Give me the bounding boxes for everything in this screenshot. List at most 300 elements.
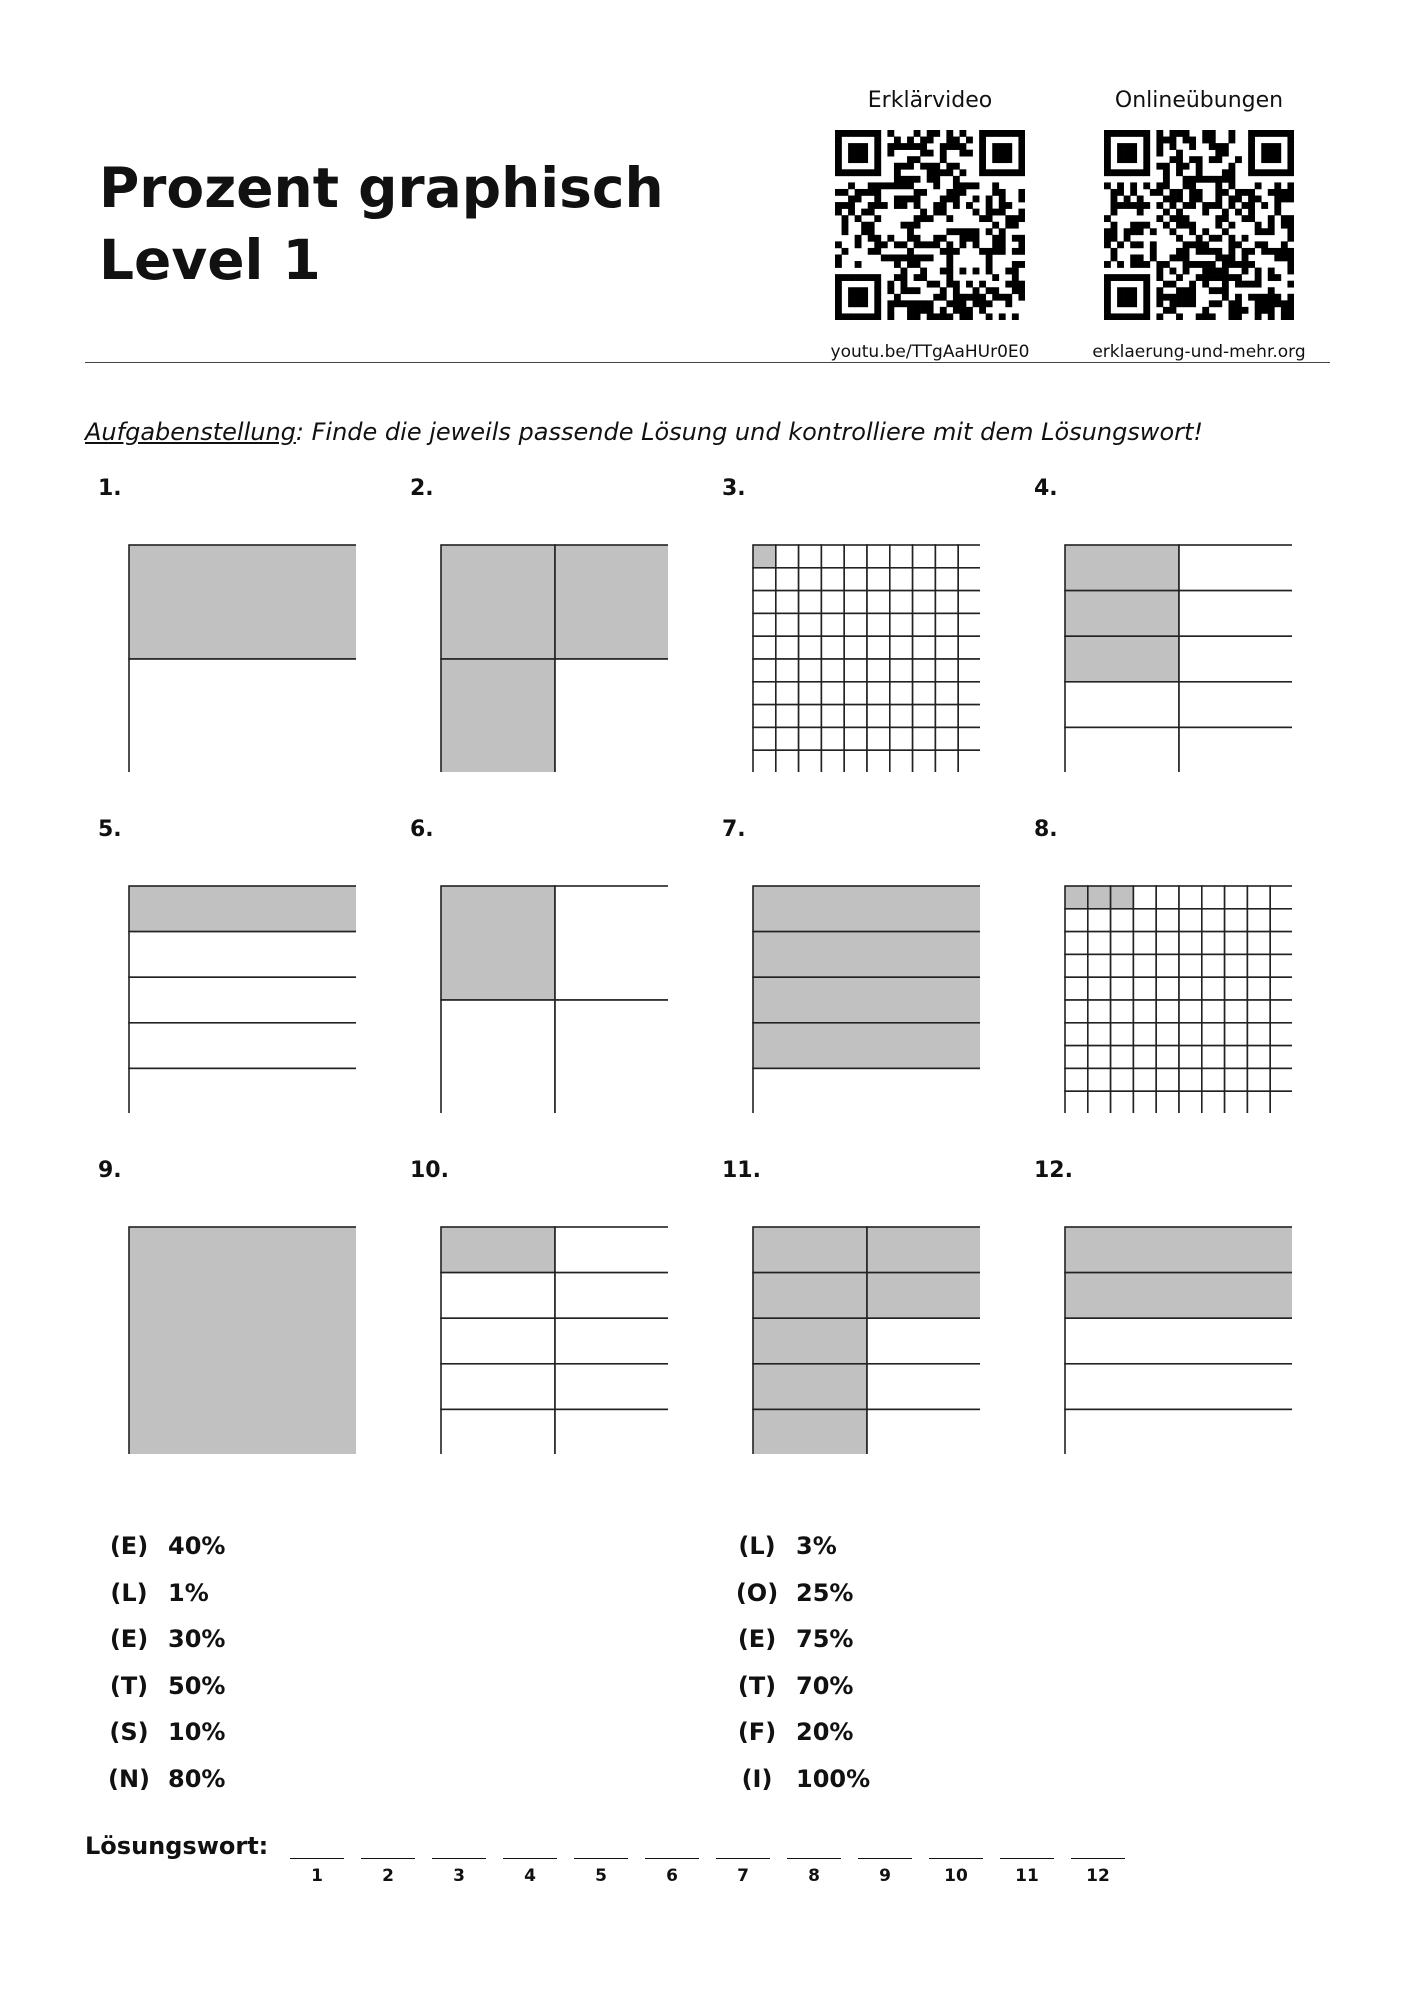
empty-cell (555, 1000, 668, 1113)
solution-slot-2[interactable] (361, 1858, 415, 1859)
shaded-cell (867, 1227, 980, 1273)
empty-cell (1247, 977, 1270, 1000)
shaded-cell (129, 1227, 356, 1454)
answer-percent: 50% (168, 1671, 226, 1700)
shaded-cell (753, 1409, 867, 1454)
answer-option (92, 1672, 225, 1700)
empty-cell (776, 591, 799, 614)
shaded-cell (1065, 886, 1088, 909)
empty-cell (1179, 727, 1292, 772)
solution-word-label: Lösungswort: (85, 1832, 269, 1860)
empty-cell (844, 613, 867, 636)
empty-cell (776, 659, 799, 682)
solution-slot-number: 11 (1015, 1866, 1039, 1886)
empty-cell (935, 705, 958, 728)
empty-cell (1111, 1068, 1134, 1091)
shaded-cell (555, 545, 668, 659)
empty-cell (844, 568, 867, 591)
answer-percent: 40% (168, 1532, 226, 1560)
empty-cell (1270, 1068, 1292, 1091)
empty-cell (799, 727, 822, 750)
shaded-cell (753, 545, 776, 568)
empty-cell (1065, 1046, 1088, 1069)
shaded-cell (129, 545, 356, 659)
empty-cell (867, 1364, 980, 1410)
empty-cell (1065, 977, 1088, 1000)
empty-cell (1088, 1000, 1111, 1023)
answer-option (92, 1718, 225, 1746)
title-line-2: Level 1 (99, 228, 321, 292)
empty-cell (1179, 886, 1202, 909)
answer-option (720, 1765, 870, 1793)
empty-cell (1202, 1046, 1225, 1069)
shaded-cell (867, 1273, 980, 1319)
empty-cell (1065, 932, 1088, 955)
empty-cell (1202, 977, 1225, 1000)
empty-cell (890, 613, 913, 636)
empty-cell (1202, 1068, 1225, 1091)
qr-code-online[interactable] (1104, 130, 1294, 320)
empty-cell (1247, 909, 1270, 932)
empty-cell (821, 659, 844, 682)
percent-figure (1064, 1226, 1292, 1454)
empty-cell (821, 750, 844, 772)
worksheet-title (99, 152, 664, 296)
empty-cell (1179, 636, 1292, 682)
empty-cell (799, 750, 822, 772)
empty-cell (958, 682, 980, 705)
solution-slot-6[interactable] (645, 1858, 699, 1859)
percent-figure (440, 1226, 668, 1454)
empty-cell (958, 750, 980, 772)
answer-letter: (E) (109, 1625, 149, 1653)
empty-cell (776, 750, 799, 772)
empty-cell (867, 613, 890, 636)
empty-cell (1065, 682, 1179, 728)
shaded-cell (441, 545, 555, 659)
solution-slot-10[interactable] (929, 1858, 983, 1859)
empty-cell (1133, 886, 1156, 909)
empty-cell (776, 613, 799, 636)
empty-cell (1179, 977, 1202, 1000)
empty-cell (753, 613, 776, 636)
shaded-cell (441, 1227, 555, 1273)
answer-letter: (T) (737, 1671, 777, 1700)
empty-cell (1156, 977, 1179, 1000)
task-number: 4. (1034, 476, 1058, 501)
empty-cell (1133, 1023, 1156, 1046)
shaded-cell (753, 1318, 867, 1364)
empty-cell (867, 568, 890, 591)
shaded-cell (441, 886, 555, 1000)
empty-cell (753, 682, 776, 705)
empty-cell (1156, 1000, 1179, 1023)
percent-figure (128, 885, 356, 1113)
answer-percent: 10% (168, 1718, 226, 1746)
empty-cell (1111, 954, 1134, 977)
empty-cell (1065, 909, 1088, 932)
shaded-cell (753, 1273, 867, 1319)
solution-slot-11[interactable] (1000, 1858, 1054, 1859)
empty-cell (935, 727, 958, 750)
empty-cell (913, 659, 936, 682)
solution-slot-7[interactable] (716, 1858, 770, 1859)
instruction-text: : Finde die jeweils passende Lösung und kontrolliere mit dem Lösungswort! (295, 418, 1204, 446)
empty-cell (1156, 1023, 1179, 1046)
empty-cell (958, 659, 980, 682)
empty-cell (753, 636, 776, 659)
empty-cell (958, 613, 980, 636)
empty-cell (1225, 954, 1248, 977)
empty-cell (913, 545, 936, 568)
shaded-cell (1065, 636, 1179, 682)
answer-percent: 20% (796, 1718, 854, 1746)
empty-cell (1065, 1409, 1292, 1454)
empty-cell (1065, 1000, 1088, 1023)
empty-cell (129, 977, 356, 1023)
answer-letter: (S) (109, 1718, 149, 1746)
shaded-cell (753, 886, 980, 932)
empty-cell (958, 568, 980, 591)
empty-cell (1088, 954, 1111, 977)
empty-cell (935, 659, 958, 682)
empty-cell (844, 705, 867, 728)
task-number: 3. (722, 476, 746, 501)
empty-cell (867, 659, 890, 682)
empty-cell (1133, 1091, 1156, 1113)
empty-cell (890, 682, 913, 705)
empty-cell (1088, 909, 1111, 932)
empty-cell (799, 705, 822, 728)
solution-slot-number: 7 (737, 1866, 749, 1886)
shaded-cell (1065, 1227, 1292, 1273)
empty-cell (1133, 909, 1156, 932)
empty-cell (867, 750, 890, 772)
empty-cell (821, 591, 844, 614)
empty-cell (776, 727, 799, 750)
empty-cell (935, 545, 958, 568)
answer-percent: 1% (168, 1578, 209, 1607)
solution-slot-8[interactable] (787, 1858, 841, 1859)
empty-cell (935, 750, 958, 772)
task-number: 7. (722, 817, 746, 842)
empty-cell (1179, 1000, 1202, 1023)
empty-cell (1156, 909, 1179, 932)
empty-cell (935, 636, 958, 659)
empty-cell (1225, 932, 1248, 955)
empty-cell (555, 1318, 668, 1364)
solution-slot-number: 5 (595, 1866, 607, 1886)
percent-figure (752, 885, 980, 1113)
empty-cell (129, 1068, 356, 1113)
shaded-cell (441, 659, 555, 772)
solution-slot-12[interactable] (1071, 1858, 1125, 1859)
empty-cell (776, 636, 799, 659)
qr-online-url[interactable]: erklaerung-und-mehr.org (1092, 342, 1306, 362)
empty-cell (1179, 545, 1292, 591)
empty-cell (1247, 1000, 1270, 1023)
empty-cell (844, 591, 867, 614)
empty-cell (890, 705, 913, 728)
empty-cell (890, 636, 913, 659)
empty-cell (867, 1409, 980, 1454)
header-divider (85, 362, 1330, 363)
empty-cell (1247, 1046, 1270, 1069)
solution-slot-number: 3 (453, 1866, 465, 1886)
answer-letter: (E) (109, 1532, 149, 1560)
empty-cell (1225, 977, 1248, 1000)
qr-online-caption: Onlineübungen (1114, 88, 1284, 113)
percent-figure (1064, 885, 1292, 1113)
empty-cell (844, 545, 867, 568)
empty-cell (935, 591, 958, 614)
empty-cell (867, 705, 890, 728)
empty-cell (958, 727, 980, 750)
empty-cell (1179, 1068, 1202, 1091)
shaded-cell (1065, 1273, 1292, 1319)
shaded-cell (753, 932, 980, 978)
task-number: 10. (410, 1158, 449, 1183)
answer-letter: (O) (735, 1578, 779, 1607)
empty-cell (1225, 1023, 1248, 1046)
answer-letter: (E) (737, 1625, 777, 1653)
empty-cell (935, 682, 958, 705)
empty-cell (1111, 1046, 1134, 1069)
empty-cell (1202, 1000, 1225, 1023)
percent-figure (128, 544, 356, 772)
empty-cell (1088, 1023, 1111, 1046)
empty-cell (935, 613, 958, 636)
task-number: 9. (98, 1158, 122, 1183)
empty-cell (1156, 886, 1179, 909)
empty-cell (821, 705, 844, 728)
empty-cell (1088, 977, 1111, 1000)
empty-cell (890, 591, 913, 614)
empty-cell (555, 659, 668, 772)
empty-cell (1156, 1068, 1179, 1091)
answer-option (92, 1579, 209, 1607)
empty-cell (1247, 1068, 1270, 1091)
empty-cell (1179, 1091, 1202, 1113)
empty-cell (1065, 1068, 1088, 1091)
empty-cell (129, 1023, 356, 1069)
empty-cell (1202, 909, 1225, 932)
empty-cell (1088, 1046, 1111, 1069)
shaded-cell (753, 1023, 980, 1069)
answer-percent: 3% (796, 1532, 837, 1560)
task-number: 11. (722, 1158, 761, 1183)
empty-cell (1156, 1046, 1179, 1069)
empty-cell (1225, 1091, 1248, 1113)
empty-cell (1202, 954, 1225, 977)
shaded-cell (129, 886, 356, 932)
empty-cell (1088, 1091, 1111, 1113)
empty-cell (890, 659, 913, 682)
solution-slot-number: 10 (944, 1866, 968, 1886)
empty-cell (844, 750, 867, 772)
empty-cell (1179, 1046, 1202, 1069)
empty-cell (958, 545, 980, 568)
answer-option (720, 1532, 837, 1560)
shaded-cell (1111, 886, 1134, 909)
qr-video-url[interactable]: youtu.be/TTgAaHUr0E0 (830, 342, 1030, 362)
empty-cell (555, 886, 668, 1000)
empty-cell (1225, 886, 1248, 909)
empty-cell (1133, 1046, 1156, 1069)
empty-cell (890, 750, 913, 772)
empty-cell (1202, 932, 1225, 955)
empty-cell (753, 705, 776, 728)
empty-cell (753, 591, 776, 614)
empty-cell (753, 659, 776, 682)
empty-cell (799, 636, 822, 659)
empty-cell (1065, 1091, 1088, 1113)
empty-cell (753, 1068, 980, 1113)
empty-cell (1270, 977, 1292, 1000)
empty-cell (890, 568, 913, 591)
empty-cell (821, 545, 844, 568)
empty-cell (844, 659, 867, 682)
answer-percent: 75% (796, 1625, 854, 1653)
empty-cell (555, 1273, 668, 1319)
percent-figure (752, 544, 980, 772)
empty-cell (1247, 1023, 1270, 1046)
empty-cell (1065, 954, 1088, 977)
empty-cell (1065, 1023, 1088, 1046)
empty-cell (935, 568, 958, 591)
answer-percent: 80% (168, 1764, 226, 1793)
percent-figure (128, 1226, 356, 1454)
empty-cell (1179, 682, 1292, 728)
title-line-1: Prozent graphisch (99, 156, 664, 220)
qr-video-caption: Erklärvideo (867, 88, 993, 113)
empty-cell (799, 545, 822, 568)
empty-cell (890, 727, 913, 750)
empty-cell (753, 568, 776, 591)
answer-percent: 100% (796, 1764, 871, 1793)
empty-cell (1179, 954, 1202, 977)
empty-cell (441, 1364, 555, 1410)
empty-cell (1133, 1068, 1156, 1091)
empty-cell (1065, 1364, 1292, 1410)
answer-percent: 30% (168, 1625, 226, 1653)
empty-cell (1270, 909, 1292, 932)
empty-cell (867, 591, 890, 614)
empty-cell (1225, 1068, 1248, 1091)
percent-figure (440, 544, 668, 772)
empty-cell (799, 613, 822, 636)
solution-slot-1[interactable] (290, 1858, 344, 1859)
percent-figure (752, 1226, 980, 1454)
empty-cell (555, 1409, 668, 1454)
empty-cell (913, 591, 936, 614)
empty-cell (1225, 909, 1248, 932)
empty-cell (1088, 932, 1111, 955)
empty-cell (1270, 954, 1292, 977)
answer-option (720, 1672, 853, 1700)
empty-cell (776, 682, 799, 705)
qr-code-video[interactable] (835, 130, 1025, 320)
empty-cell (799, 591, 822, 614)
empty-cell (913, 613, 936, 636)
empty-cell (1225, 1000, 1248, 1023)
answer-option (92, 1765, 225, 1793)
empty-cell (1202, 1091, 1225, 1113)
empty-cell (821, 613, 844, 636)
empty-cell (821, 682, 844, 705)
empty-cell (867, 682, 890, 705)
empty-cell (1202, 1023, 1225, 1046)
task-number: 2. (410, 476, 434, 501)
shaded-cell (1065, 545, 1179, 591)
answer-option (720, 1718, 853, 1746)
empty-cell (1179, 909, 1202, 932)
shaded-cell (1088, 886, 1111, 909)
task-number: 8. (1034, 817, 1058, 842)
solution-slot-4[interactable] (503, 1858, 557, 1859)
empty-cell (1133, 1000, 1156, 1023)
answer-letter: (I) (741, 1764, 773, 1793)
solution-slot-9[interactable] (858, 1858, 912, 1859)
empty-cell (1111, 1000, 1134, 1023)
empty-cell (799, 682, 822, 705)
empty-cell (1111, 932, 1134, 955)
empty-cell (441, 1409, 555, 1454)
empty-cell (799, 568, 822, 591)
answer-option (720, 1579, 853, 1607)
empty-cell (776, 545, 799, 568)
answer-letter: (L) (738, 1532, 776, 1560)
answer-percent: 25% (796, 1578, 854, 1607)
empty-cell (753, 727, 776, 750)
empty-cell (958, 591, 980, 614)
answer-letter: (L) (110, 1578, 148, 1607)
empty-cell (844, 727, 867, 750)
empty-cell (1270, 1046, 1292, 1069)
empty-cell (1270, 886, 1292, 909)
empty-cell (1247, 932, 1270, 955)
empty-cell (1111, 909, 1134, 932)
empty-cell (799, 659, 822, 682)
empty-cell (1156, 932, 1179, 955)
empty-cell (1088, 1068, 1111, 1091)
empty-cell (913, 568, 936, 591)
solution-slot-number: 2 (382, 1866, 394, 1886)
answer-letter: (N) (107, 1764, 151, 1793)
empty-cell (958, 705, 980, 728)
empty-cell (1156, 954, 1179, 977)
empty-cell (844, 636, 867, 659)
empty-cell (958, 636, 980, 659)
empty-cell (844, 682, 867, 705)
empty-cell (1202, 886, 1225, 909)
instruction-label: Aufgabenstellung (85, 418, 296, 446)
empty-cell (1270, 1091, 1292, 1113)
answer-percent: 70% (796, 1671, 854, 1700)
empty-cell (1270, 1023, 1292, 1046)
solution-slot-5[interactable] (574, 1858, 628, 1859)
empty-cell (1111, 1091, 1134, 1113)
empty-cell (1065, 727, 1179, 772)
empty-cell (1179, 1023, 1202, 1046)
percent-figure (1064, 544, 1292, 772)
empty-cell (1111, 1023, 1134, 1046)
task-number: 6. (410, 817, 434, 842)
shaded-cell (1065, 591, 1179, 637)
empty-cell (1270, 1000, 1292, 1023)
empty-cell (821, 568, 844, 591)
solution-slot-3[interactable] (432, 1858, 486, 1859)
